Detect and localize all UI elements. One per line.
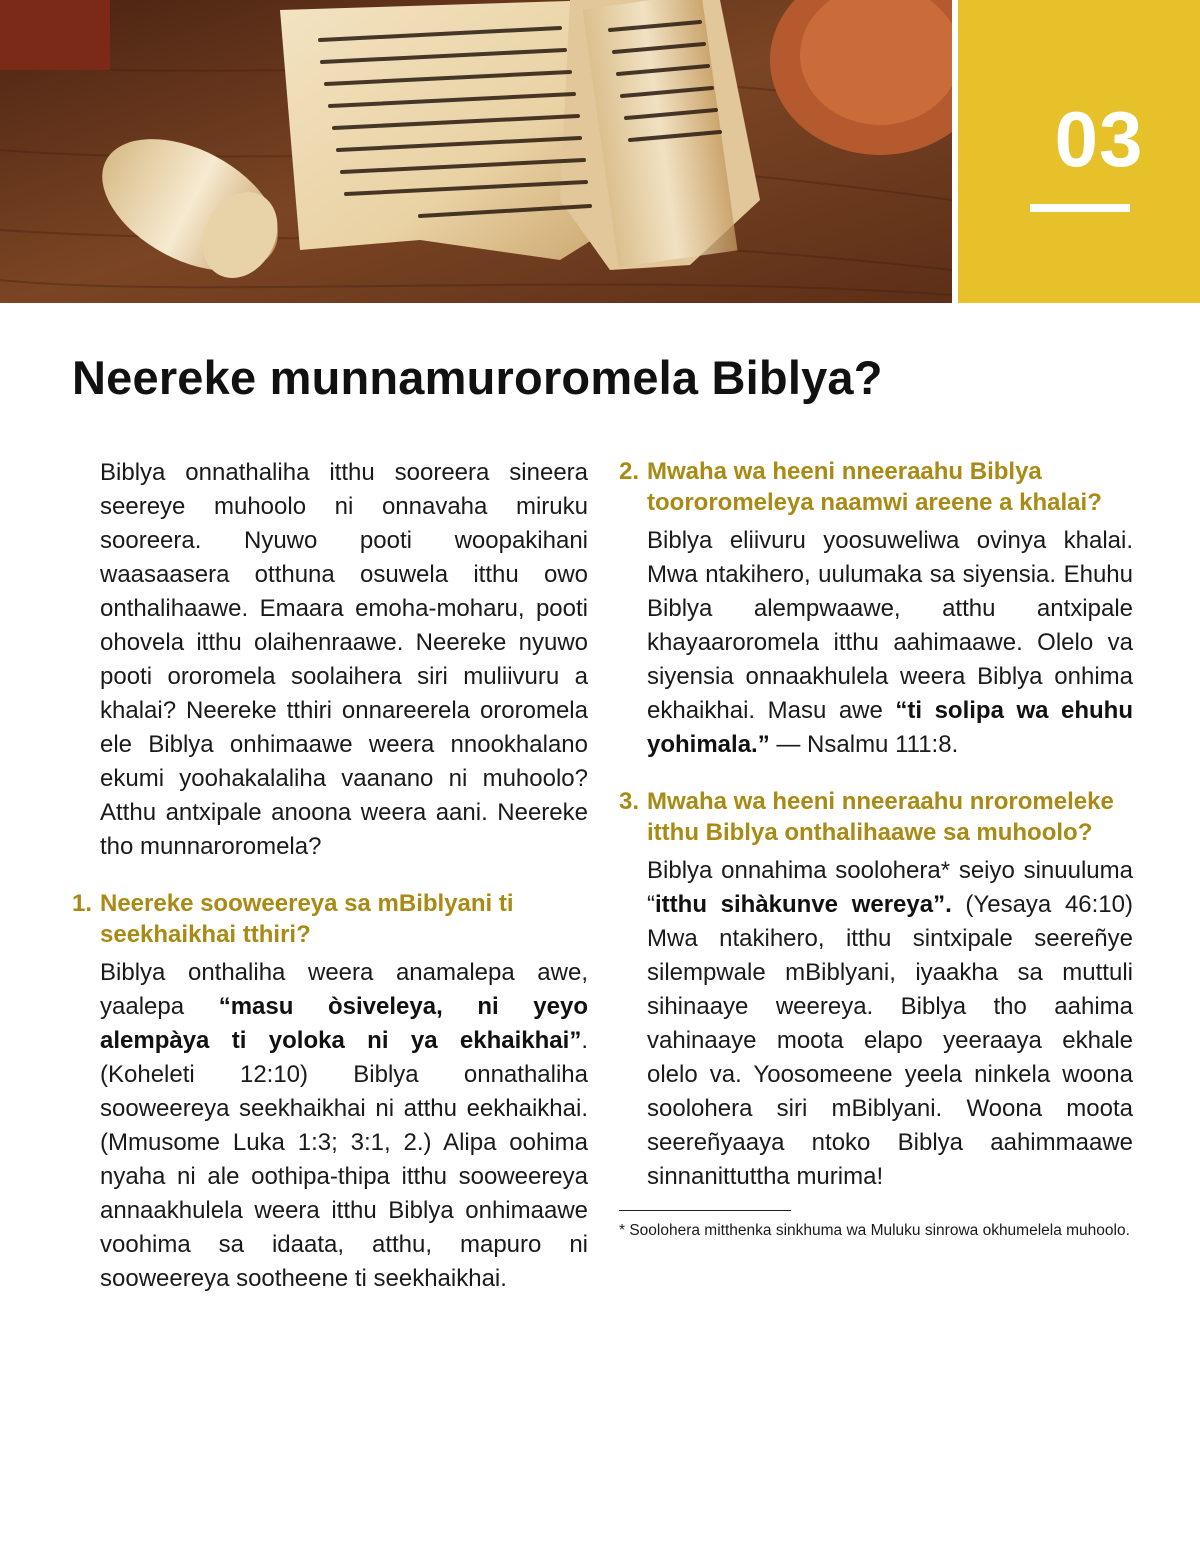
question-3-heading [619,786,1133,848]
question-1-number: 1. [72,890,93,917]
scroll-illustration [0,0,952,303]
question-1-heading [72,888,588,950]
answer-2-text-after: — Nsalmu 111:8. [769,731,959,758]
answer-3-quote: itthu sihàkunve wereya”. [655,891,952,918]
question-3-number: 3. [619,788,640,815]
question-2-heading [619,456,1133,518]
answer-2-paragraph [619,524,1133,762]
answer-3-text-after: (Yesaya 46:10) Mwa ntakihero, itthu sintxipale seereñye silempwale mBiblyani, iyaakha sa muttuli sihinaaye weereya. Biblya tho aahima vahinaaye moota elapo yeeraaya ekhale olelo va. Yoosomeene yeela ninkela woona soolohera siri mBiblyani. Woona moota seereñyaaya ntoko Biblya aahimmaawe sinnanittuttha murima! [647,891,1133,1190]
answer-3-text-before: Biblya onnahima soolohera* seiyo sinuuluma “ [647,857,1133,918]
answer-2-text-before: Biblya eliivuru yoosuweliwa ovinya khalai. Mwa ntakihero, uulumaka sa siyensia. Ehuhu Biblya alempwaawe, atthu antxipale khayaaroromela itthu aahimaawe. Olelo va siyensia onnaakhulela weera Biblya onhima ekhaikhai. Masu awe [647,527,1133,724]
intro-paragraph: Biblya onnathaliha itthu sooreera sineera seereye muhoolo ni onnavaha miruku sooreera. Nyuwo pooti woopakihani waasaasera otthuna osuwela itthu owo onthalihaawe. Emaara emoha-moharu, pooti ohovela itthu olaihenraawe. Neereke nyuwo pooti ororomela soolaihera siri muliivuru a khalai? Neereke tthiri onnareerela ororomela ele Biblya onhimaawe weera nnookhalano ekumi yoohakalaliha vaanano ni muhoolo? Atthu antxipale anoona weera aani. Neereke tho munnaroromela? [100,459,588,860]
answer-1-text-after: . (Koheleti 12:10) Biblya onnathaliha sooweereya seekhaikhai ni atthu eekhaikhai. (Mmusome Luka 1:3; 3:1, 2.) Alipa oohima nyaha ni ale oothipa-thipa itthu sooweereya annaakhulela weera itthu Biblya onhimaawe voohima sa idaata, atthu, mapuro ni sooweereya sootheene ti seekhaikhai. [100,1027,588,1292]
lesson-number-badge [958,0,1200,303]
lesson-number: 03 [1054,95,1144,183]
right-column [619,456,1133,1241]
header-photo-scrolls [0,0,952,303]
question-3-text: Mwaha wa heeni nneeraahu nroromeleke itthu Biblya onthalihaawe sa muhoolo? [647,788,1114,846]
answer-3-paragraph [619,854,1133,1194]
footnote-divider [619,1210,791,1211]
answer-1-text-before: Biblya onthaliha weera anamalepa awe, yaalepa [100,959,588,1020]
answer-1-quote: “masu òsiveleya, ni yeyo alempàya ti yoloka ni ya ekhaikhai” [100,993,588,1054]
badge-underline [1030,204,1130,212]
answer-2-quote: “ti solipa wa ehuhu yohimala.” [647,697,1133,758]
answer-1-paragraph [72,956,588,1296]
question-2-text: Mwaha wa heeni nneeraahu Biblya toororomeleya naamwi areene a khalai? [647,458,1102,516]
footnote: * Soolohera mitthenka sinkhuma wa Muluku sinrowa okhumelela muhoolo. [619,1222,1130,1239]
page-title: Neereke munnamuroromela Biblya? [72,351,883,404]
left-column [72,456,588,1296]
question-2-number: 2. [619,458,640,485]
question-1-text: Neereke sooweereya sa mBiblyani ti seekhaikhai tthiri? [100,890,514,948]
